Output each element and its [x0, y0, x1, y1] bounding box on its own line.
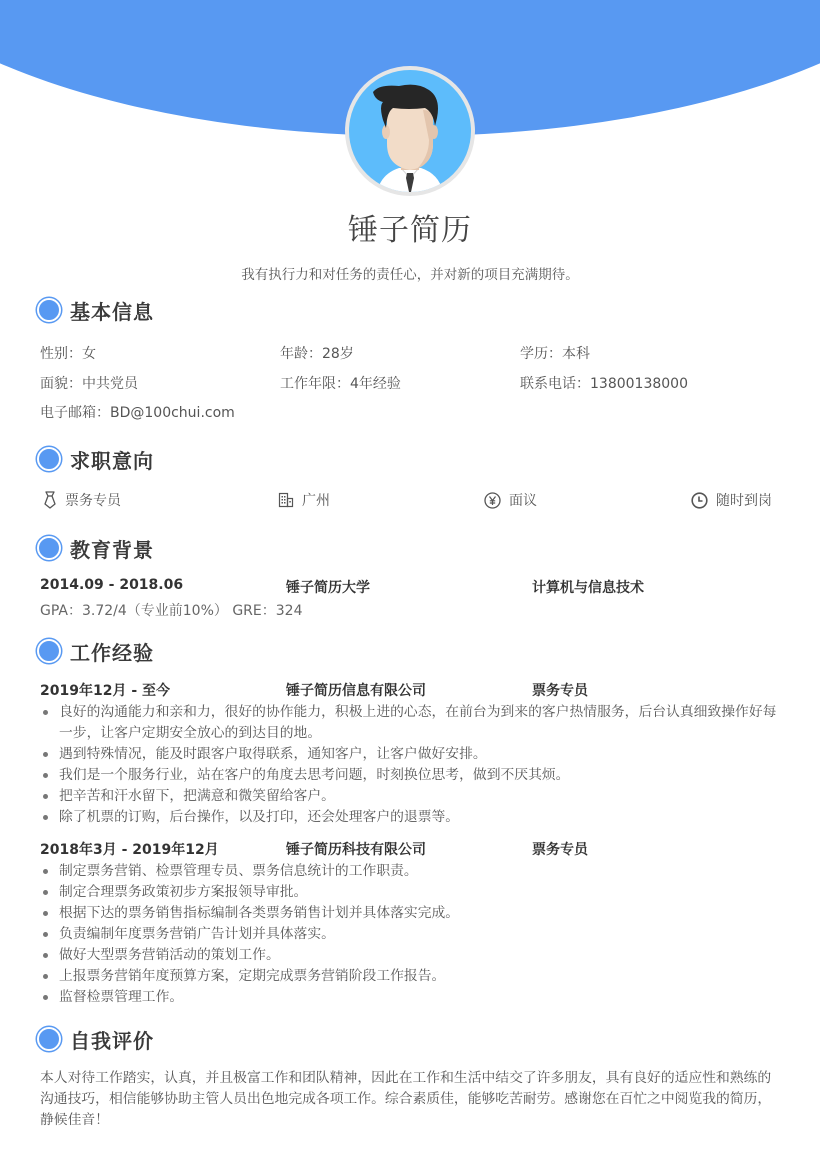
- section-job-intent: [37, 444, 154, 474]
- section-work: [37, 636, 154, 666]
- list-item: 负责编制年度票务营销广告计划并具体落实。: [40, 924, 785, 945]
- section-bullet-icon: [37, 298, 61, 322]
- list-item: 制定票务营销、检票管理专员、票务信息统计的工作职责。: [40, 861, 785, 882]
- list-item: 制定合理票务政策初步方案报领导审批。: [40, 882, 785, 903]
- list-item: 把辛苦和汗水留下，把满意和微笑留给客户。: [40, 786, 785, 807]
- list-item: 我们是一个服务行业，站在客户的角度去思考问题，时刻换位思考，做到不厌其烦。: [40, 765, 785, 786]
- list-item: 上报票务营销年度预算方案，定期完成票务营销阶段工作报告。: [40, 966, 785, 987]
- work-years: 工作年限：4年经验: [280, 376, 401, 392]
- work-title: 票务专员: [532, 842, 588, 858]
- work-company: 锤子简历信息有限公司: [286, 683, 426, 699]
- candidate-name: 锤子简历: [348, 213, 472, 248]
- degree: 学历：本科: [520, 346, 590, 362]
- intent-position-label: 票务专员: [65, 493, 121, 509]
- work-duties-list: [40, 861, 785, 1008]
- intent-position: [43, 490, 121, 510]
- section-bullet-icon: [37, 536, 61, 560]
- education-detail: GPA：3.72/4（专业前10%） GRE：324: [40, 603, 303, 619]
- avatar-person-icon: [349, 70, 471, 192]
- section-basic-info: [37, 295, 154, 325]
- section-bullet-icon: [37, 639, 61, 663]
- education-period: 2014.09 - 2018.06: [40, 577, 184, 593]
- section-title: 求职意向: [70, 448, 154, 473]
- section-bullet-icon: [37, 1027, 61, 1051]
- list-item: 除了机票的订购，后台操作，以及打印，还会处理客户的退票等。: [40, 807, 785, 828]
- list-item: 根据下达的票务销售指标编制各类票务销售计划并具体落实完成。: [40, 903, 785, 924]
- work-duties-list: [40, 702, 785, 828]
- age: 年龄：28岁: [280, 346, 354, 362]
- email: 电子邮箱：BD@100chui.com: [40, 405, 235, 421]
- work-period: 2018年3月 - 2019年12月: [40, 842, 219, 858]
- section-education: [37, 533, 154, 563]
- political-status: 面貌：中共党员: [40, 376, 138, 392]
- self-evaluation-text: 本人对待工作踏实，认真，并且极富工作和团队精神，因此在工作和生活中结交了许多朋友，具有良好的适应性和熟练的沟通技巧，相信能够协助主管人员出色地完成各项工作。综合素质佳，能够吃苦耐劳。感谢您在百忙之中阅览我的简历，静候佳音！: [40, 1070, 772, 1128]
- work-period: 2019年12月 - 至今: [40, 683, 171, 699]
- phone: 联系电话：13800138000: [520, 376, 688, 392]
- section-title: 基本信息: [70, 299, 154, 324]
- building-icon: [278, 492, 294, 508]
- motto: 我有执行力和对任务的责任心，并对新的项目充满期待。: [241, 267, 579, 283]
- section-title: 工作经验: [70, 640, 154, 665]
- clock-icon: [691, 492, 708, 509]
- avatar: [345, 66, 475, 196]
- list-item: 做好大型票务营销活动的策划工作。: [40, 945, 785, 966]
- section-bullet-icon: [37, 447, 61, 471]
- yen-icon: [484, 492, 501, 509]
- section-self-evaluation: [37, 1024, 154, 1054]
- work-company: 锤子简历科技有限公司: [286, 842, 426, 858]
- education-major: 计算机与信息技术: [532, 580, 644, 596]
- education-school: 锤子简历大学: [286, 580, 370, 596]
- gender: 性别：女: [40, 346, 96, 362]
- work-title: 票务专员: [532, 683, 588, 699]
- intent-availability-label: 随时到岗: [716, 493, 772, 509]
- intent-salary: [484, 490, 537, 510]
- tie-icon: [43, 491, 57, 509]
- list-item: 监督检票管理工作。: [40, 987, 785, 1008]
- intent-city-label: 广州: [302, 493, 330, 509]
- section-title: 自我评价: [70, 1028, 154, 1053]
- intent-city: [278, 490, 330, 510]
- list-item: 良好的沟通能力和亲和力，很好的协作能力，积极上进的心态，在前台为到来的客户热情服务，后台认真细致操作好每一步，让客户定期安全放心的到达目的地。: [40, 702, 785, 744]
- intent-availability: [691, 490, 772, 510]
- section-title: 教育背景: [70, 537, 154, 562]
- intent-salary-label: 面议: [509, 493, 537, 509]
- list-item: 遇到特殊情况，能及时跟客户取得联系，通知客户，让客户做好安排。: [40, 744, 785, 765]
